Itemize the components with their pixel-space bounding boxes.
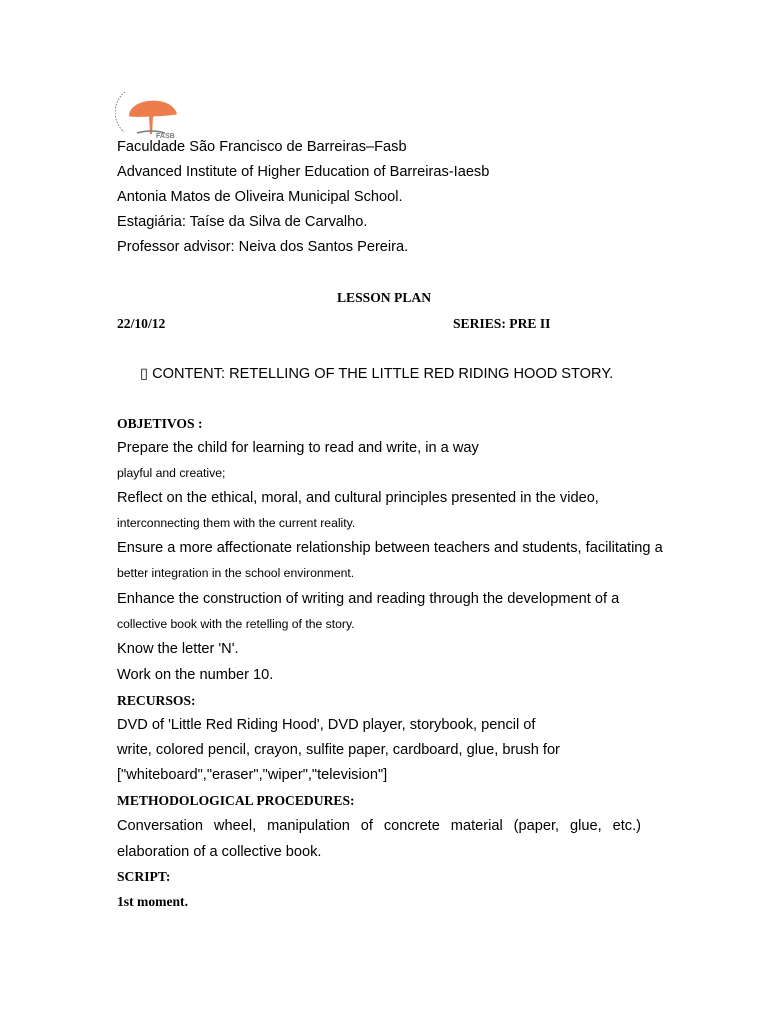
objetivo-line-5: Ensure a more affectionate relationship between teachers and students, facilitating a	[117, 540, 663, 556]
objetivos-heading: OBJETIVOS :	[117, 416, 203, 431]
logo-arc	[115, 92, 125, 132]
script-heading: SCRIPT:	[117, 869, 171, 884]
objetivo-line-6: better integration in the school environment.	[117, 566, 355, 580]
lesson-series: SERIES: PRE II	[453, 316, 551, 331]
header-school: Antonia Matos de Oliveira Municipal School.	[117, 189, 403, 205]
header-institute: Advanced Institute of Higher Education of Barreiras-Iaesb	[117, 164, 490, 180]
objetivo-line-4: interconnecting them with the current reality.	[117, 516, 356, 530]
recursos-line-3: ["whiteboard","eraser","wiper","television"]	[117, 767, 388, 783]
recursos-heading: RECURSOS:	[117, 693, 196, 708]
methods-heading: METHODOLOGICAL PROCEDURES:	[117, 793, 355, 808]
fasb-logo	[115, 86, 187, 140]
lesson-date: 22/10/12	[117, 316, 166, 331]
lesson-plan-title: LESSON PLAN	[336, 290, 432, 305]
objetivo-line-9: Know the letter 'N'.	[117, 641, 239, 657]
objetivo-line-3: Reflect on the ethical, moral, and cultural principles presented in the video,	[117, 490, 599, 506]
recursos-line-2: write, colored pencil, crayon, sulfite paper, cardboard, glue, brush for	[117, 742, 560, 758]
recursos-line-1: DVD of 'Little Red Riding Hood', DVD player, storybook, pencil of	[117, 717, 536, 733]
lesson-content: ▯ CONTENT: RETELLING OF THE LITTLE RED RIDING HOOD STORY.	[140, 366, 614, 382]
methods-line-1: Conversation wheel, manipulation of concrete material (paper, glue, etc.)	[117, 818, 641, 834]
methods-line-2: elaboration of a collective book.	[117, 844, 322, 860]
objetivo-line-1: Prepare the child for learning to read and write, in a way	[117, 440, 479, 456]
header-institution: Faculdade São Francisco de Barreiras–Fasb	[117, 139, 407, 155]
logo-cap	[129, 101, 177, 117]
objetivo-line-2: playful and creative;	[117, 466, 226, 480]
objetivo-line-8: collective book with the retelling of the story.	[117, 617, 355, 631]
header-advisor: Professor advisor: Neiva dos Santos Pereira.	[117, 239, 409, 255]
logo-text: FASB	[156, 133, 175, 140]
objetivo-line-10: Work on the number 10.	[117, 667, 274, 683]
script-moment: 1st moment.	[117, 894, 188, 909]
objetivo-line-7: Enhance the construction of writing and reading through the development of a	[117, 591, 620, 607]
header-intern: Estagiária: Taíse da Silva de Carvalho.	[117, 214, 368, 230]
